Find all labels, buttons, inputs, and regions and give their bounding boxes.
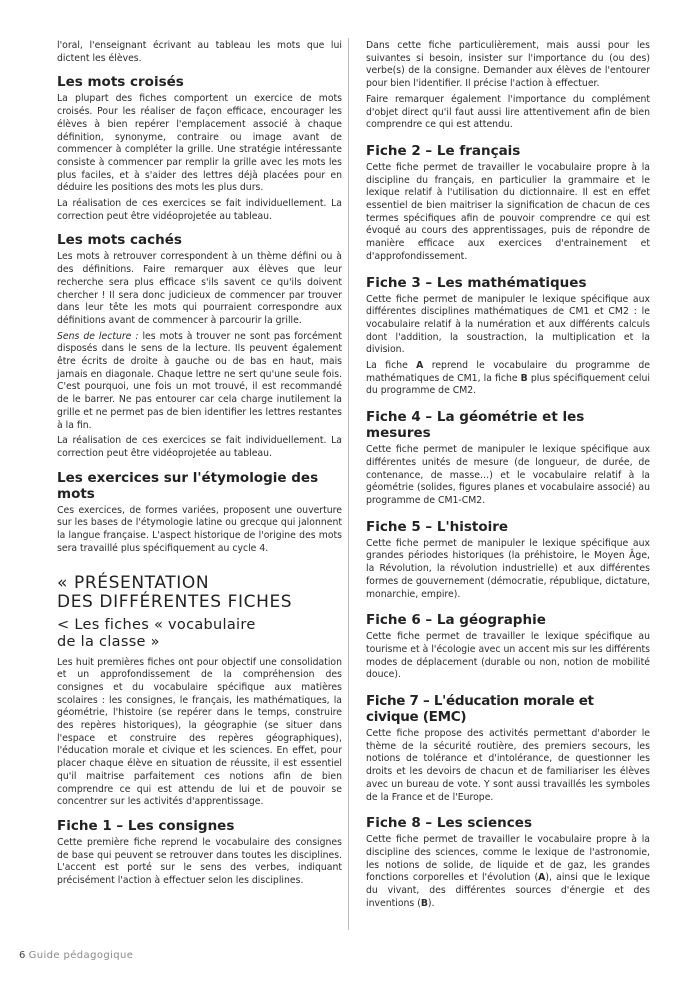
- vocabulaire-paragraph: Les huit premières fiches ont pour objectif une consolidation et un approfondissement de la compréhension des consignes et du vocabulaire spécifique aux matières scolaires : les consignes, le français, les mathématiques, la géométrie, l'histoire (se repérer dans le temps, construire des repères historiques), la géographie (se situer dans l'espace et construire des repères géographiques), l'éducation morale et civique et les sciences. En effet, pour placer chaque élève en situation de réussite, il est essentiel qu'il maitrise parfaitement ces notions afin de bien comprendre ce qui est attendu de lui et de pouvoir se concentrer sur les activités d'apprentissage.: [57, 656, 342, 808]
- fiche-3-text-c: plus spécifiquement celui du programme de CM2.: [366, 372, 650, 397]
- mots-croises-paragraph-1: La plupart des fiches comportent un exercice de mots croisés. Pour les réaliser de façon efficace, encourager les élèves à bien repérer l'emplacement associé à chaque définition, synonyme, contraire ou image avant de commencer à compléter la grille. Une stratégie intéressante consiste à commencer par remplir la grille avec les mots les plus faciles, et à s'aider des lettres déjà placées pour en déduire les positions des mots les plus durs.: [57, 93, 342, 194]
- mots-caches-paragraph-1: Les mots à retrouver correspondent à un thème défini ou à des définitions. Faire remarquer aux élèves que leur recherche sera plus efficace s'ils savent ce qu'ils doivent chercher ! Il sera donc judicieux de commencer par trouver dans leur tête les mots qui pourraient correspondre aux définitions avant de commencer à parcourir la grille.: [57, 251, 342, 326]
- presentation-heading-line-2: DES DIFFÉRENTES FICHES: [57, 591, 293, 612]
- fiche-a-label: A: [416, 360, 424, 372]
- double-chevron-icon: «: [57, 572, 69, 593]
- etymologie-heading: Les exercices sur l'étymologie des mots: [57, 469, 319, 502]
- fiche-7-paragraph: Cette fiche propose des activités permettant d'aborder le thème de la sécurité routière, des premiers secours, les notions de tolérance et d'intolérance, de questionner les droits et les devoirs de chacun et de familiariser les élèves avec un bureau de vote. Y sont aussi travaillés les symboles de la France et de l'Europe.: [366, 728, 650, 803]
- fiche-1-heading: Fiche 1 – Les consignes: [57, 817, 235, 834]
- sens-de-lecture-label: Sens de lecture :: [57, 330, 139, 342]
- fiche-3-paragraph-2: [366, 360, 650, 398]
- consignes-continued-paragraph-2: Faire remarquer également l'importance du complément d'objet direct qu'il faut aussi lire attentivement afin de bien comprendre ce qui est attendu.: [366, 93, 650, 131]
- vocabulaire-subheading: [57, 617, 342, 651]
- fiche-1-paragraph: Cette première fiche reprend le vocabulaire des consignes de base qui peuvent se retrouver dans toutes les disciplines. L'accent est porté sur le sens des verbes, indiquant précisément l'action à effectuer selon les disciplines.: [57, 836, 342, 887]
- vocabulaire-subheading-line-2: de la classe »: [57, 633, 160, 650]
- intro-paragraph: l'oral, l'enseignant écrivant au tableau les mots que lui dictent les élèves.: [57, 40, 342, 64]
- fiche-8-text-c: ).: [427, 897, 435, 909]
- fiche-8-text-a: Cette fiche permet de travailler le vocabulaire propre à la discipline des sciences, comme le lexique de l'astronomie, les notions de solide, de liquide et de gaz, les grandes fonctions corporelles et l'évolution (: [366, 834, 650, 884]
- guide-label: Guide pédagogique: [28, 950, 134, 961]
- chevron-left-icon: <: [57, 616, 70, 633]
- fiche-5-heading: Fiche 5 – L'histoire: [366, 518, 509, 535]
- presentation-heading-line-1: PRÉSENTATION: [74, 572, 210, 593]
- fiche-4-heading: Fiche 4 – La géométrie et les mesures: [366, 409, 585, 442]
- mots-caches-paragraph-3: La réalisation de ces exercices se fait individuellement. La correction peut être vidéoprojetée au tableau.: [57, 435, 342, 459]
- page-number: 6: [19, 950, 26, 961]
- fiche-8-b-label: B: [420, 897, 428, 909]
- fiche-b-label: B: [520, 372, 528, 384]
- fiche-8-paragraph: [366, 834, 650, 910]
- vocabulaire-subheading-line-1: Les fiches « vocabulaire: [74, 616, 256, 633]
- fiche-3-text-b: reprend le vocabulaire du programme de mathématiques de CM1, la fiche: [366, 360, 650, 384]
- fiche-2-paragraph: Cette fiche permet de travailler le vocabulaire propre à la discipline du français, en particulier la grammaire et le lexique relatif à l'utilisation du dictionnaire. Il est en effet essentiel de bien maitriser la signification de chacun de ces termes spécifiques afin de pouvoir comprendre ce qui est évoqué au cours des apprentissages, puis de répondre de manière efficace aux exercices d'entrainement et d'approfondissement.: [366, 161, 650, 262]
- fiche-6-paragraph: Cette fiche permet de travailler le lexique spécifique au tourisme et à l'écologie avec un accent mis sur les différents modes de déplacement (durable ou non, notion de mobilité douce).: [366, 631, 650, 681]
- right-column: [366, 40, 650, 913]
- fiche-3-text-a: La fiche: [366, 360, 417, 372]
- fiche-7-heading: Fiche 7 – L'éducation morale et civique (EMC): [366, 693, 594, 726]
- etymologie-paragraph: Ces exercices, de formes variées, proposent une ouverture sur les bases de l'étymologie latine ou grecque qui jalonnent la langue française. L'aspect historique de l'origine des mots sera travaillé plus spécifiquement au cycle 4.: [57, 504, 342, 554]
- mots-croises-heading: Les mots croisés: [57, 74, 184, 91]
- fiche-8-text-b: ), ainsi que le lexique du vivant, des différentes sources d'énergie et des inventions (: [366, 872, 650, 909]
- sens-de-lecture-text: les mots à trouver ne sont pas forcément disposés dans le sens de la lecture. Ils peuvent également être écrits de droite à gauche ou de bas en haut, mais jamais en diagonale. Chaque lettre ne sert qu'une seule fois. C'est pourquoi, une fois un mot trouvé, il est recommandé de le barrer. Ne pas entourer car cela charge inutilement la grille et ne permet pas de bien identifier les lettres restantes à la fin.: [57, 330, 342, 431]
- fiche-8-a-label: A: [538, 872, 546, 884]
- fiche-8-heading: Fiche 8 – Les sciences: [366, 815, 532, 832]
- fiche-2-heading: Fiche 2 – Le français: [366, 142, 521, 159]
- mots-croises-paragraph-2: La réalisation de ces exercices se fait individuellement. La correction peut être vidéoprojetée au tableau.: [57, 198, 342, 222]
- fiche-3-heading: Fiche 3 – Les mathématiques: [366, 274, 587, 291]
- mots-caches-paragraph-2: [57, 331, 342, 433]
- mots-caches-heading: Les mots cachés: [57, 232, 182, 249]
- fiche-6-heading: Fiche 6 – La géographie: [366, 612, 546, 629]
- left-column: [57, 40, 342, 891]
- fiche-4-paragraph: Cette fiche permet de manipuler le lexique spécifique aux différentes unités de mesure (de longueur, de durée, de contenance, de masse…) et le vocabulaire relatif à la géométrie (solides, figures planes et vocabulaire associé) au programme de CM1-CM2.: [366, 444, 650, 506]
- column-divider: [348, 38, 349, 930]
- fiche-3-paragraph-1: Cette fiche permet de manipuler le lexique spécifique aux différentes disciplines mathématiques de CM1 et CM2 : le vocabulaire relatif à la numération et aux différents calculs dont l'addition, la soustraction, la multiplication et la division.: [366, 293, 650, 356]
- fiche-5-paragraph: Cette fiche permet de manipuler le lexique spécifique aux grandes périodes historiques (la préhistoire, le Moyen Âge, la Révolution, la révolution industrielle) et aux différentes formes de gouvernement (démocratie, république, dictature, monarchie, empire).: [366, 537, 650, 600]
- presentation-heading: [57, 574, 342, 612]
- page-footer: [19, 950, 133, 961]
- consignes-continued-paragraph-1: Dans cette fiche particulièrement, mais aussi pour les suivantes si besoin, insister sur l'importance du (ou des) verbe(s) de la consigne. Demander aux élèves de l'entourer pour bien l'identifier. Il précise l'action à effectuer.: [366, 40, 650, 90]
